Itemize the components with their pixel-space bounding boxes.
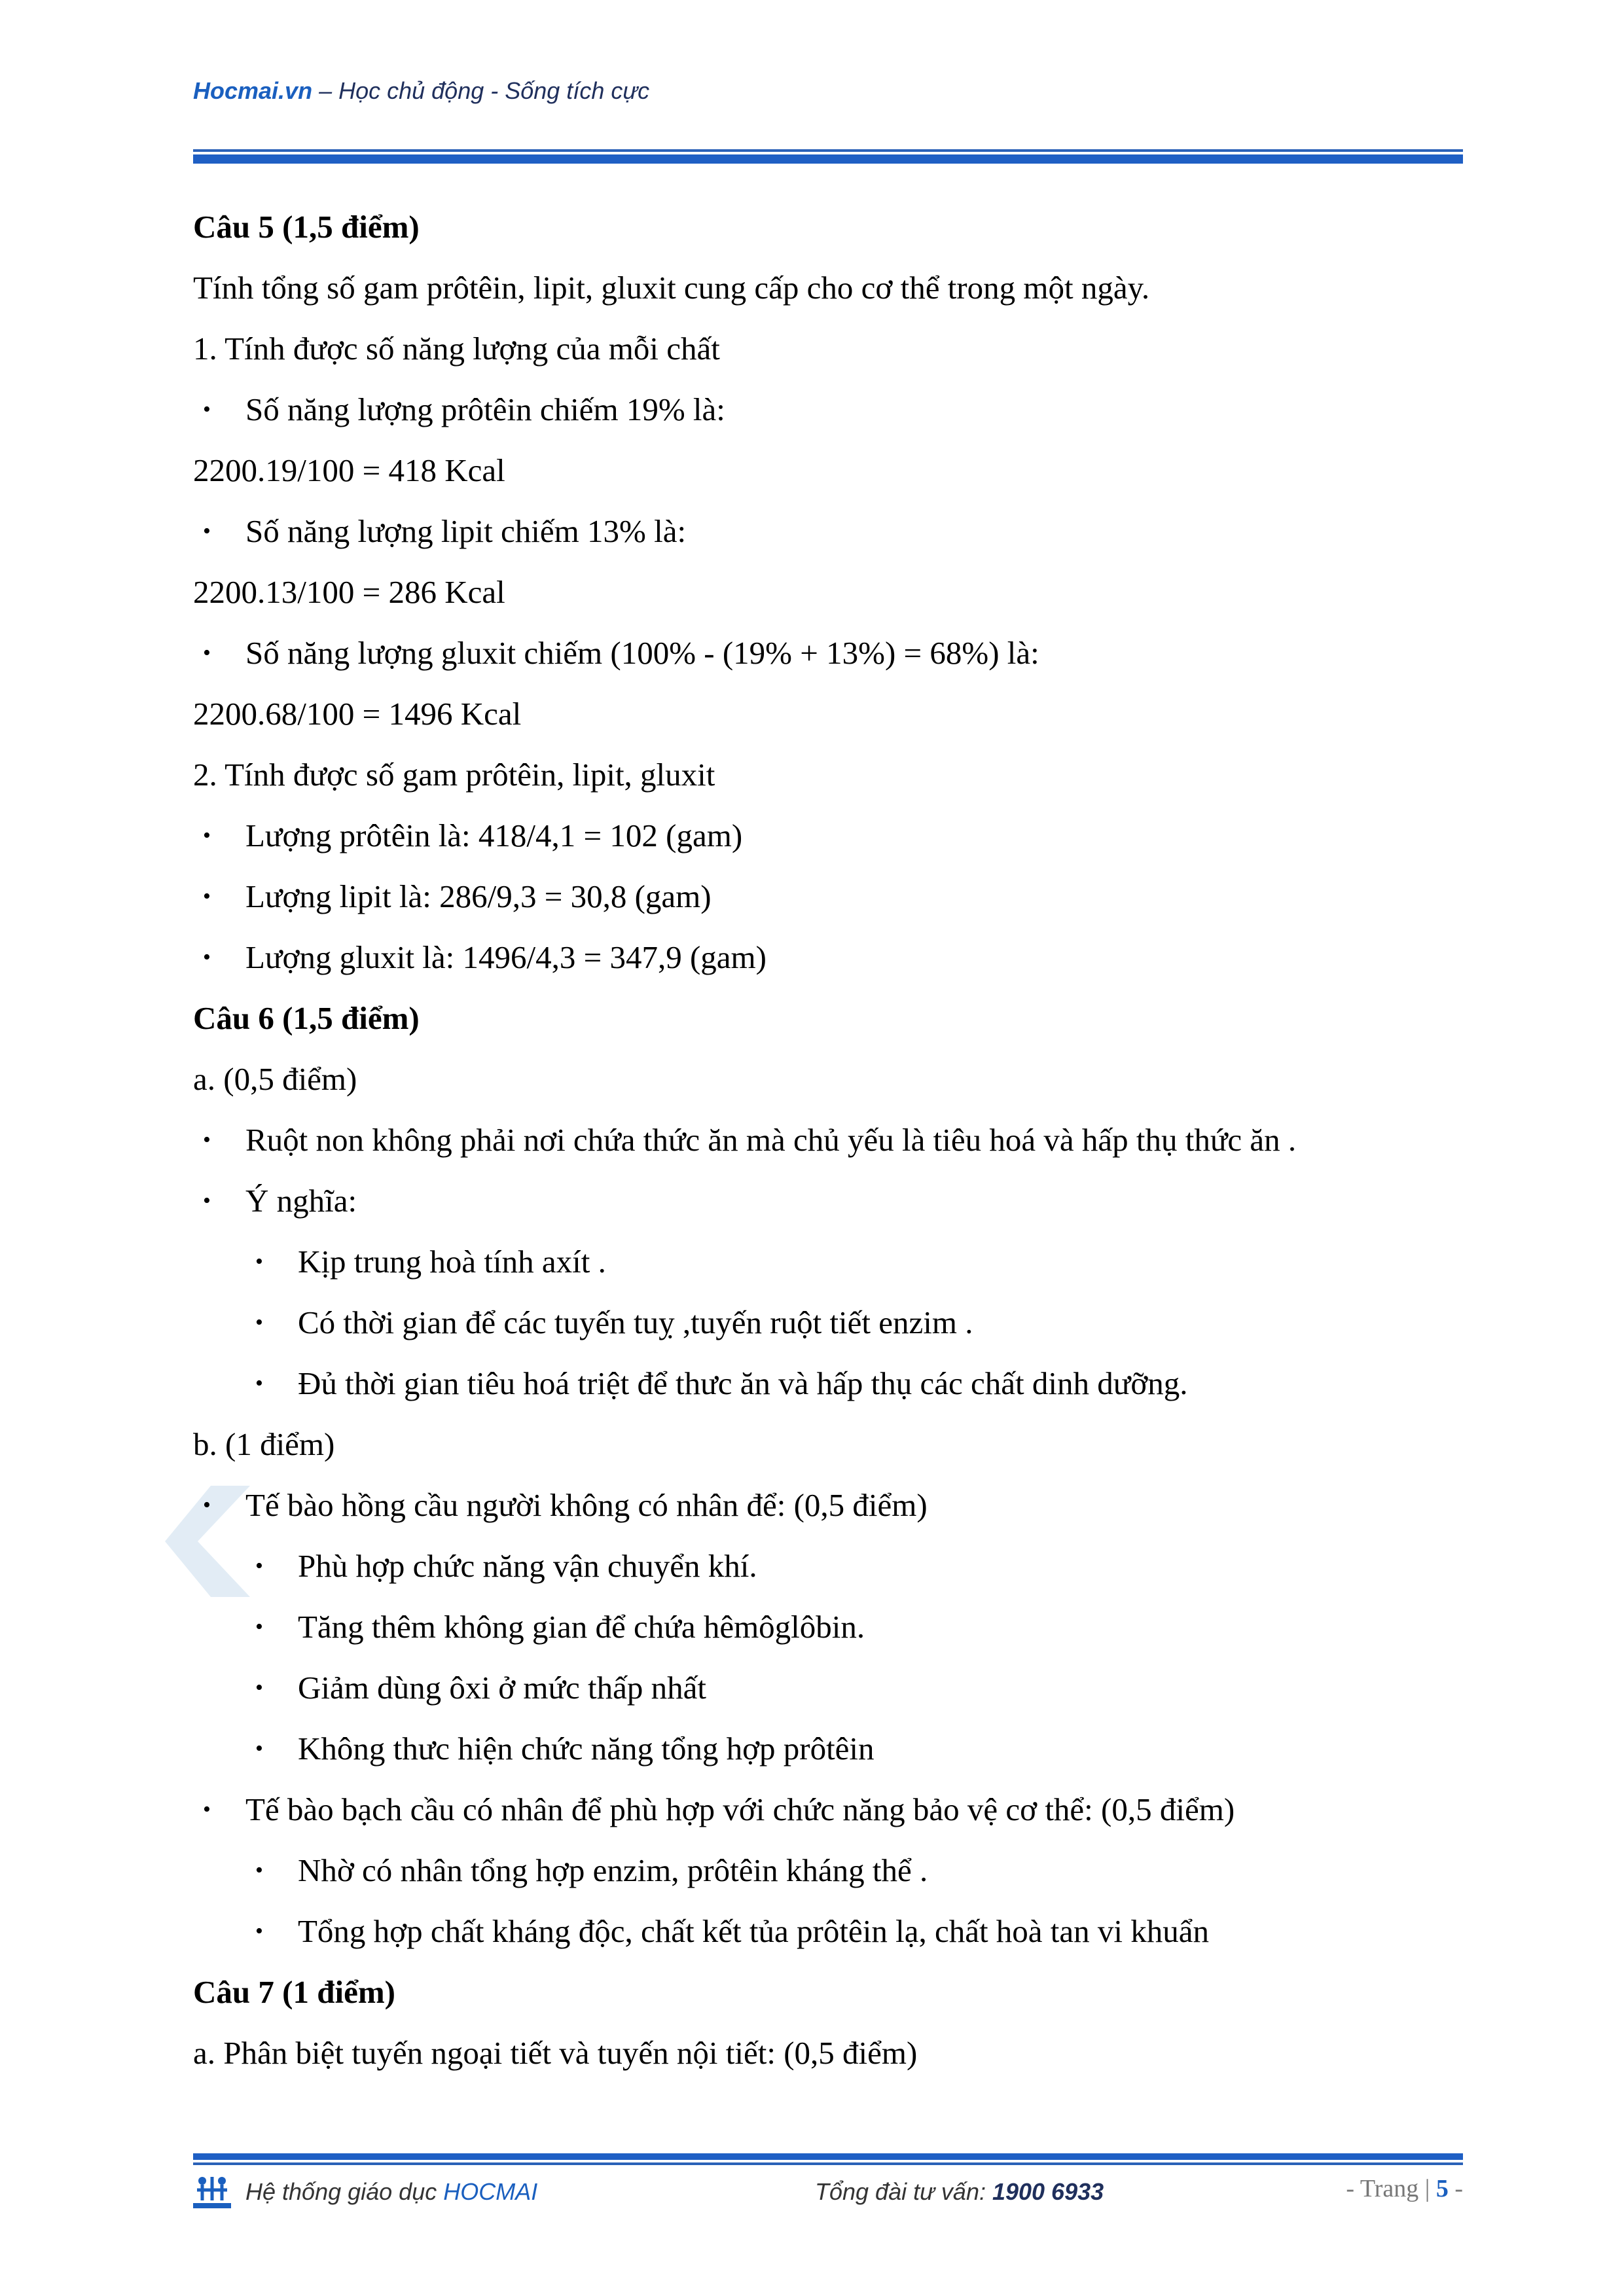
hocmai-logo-icon [193,2174,231,2210]
line-text: Lượng lipit là: 286/9,3 = 30,8 (gam) [245,878,712,914]
bullet-item [193,622,1463,683]
bullet-icon: • [255,1554,263,1578]
bullet-icon: • [203,519,211,543]
sub-bullet-item [193,1840,1463,1901]
sub-bullet-item [193,1353,1463,1414]
paragraph-line [193,683,1463,744]
line-text: Ý nghĩa: [245,1183,357,1219]
sub-bullet-item [193,1596,1463,1657]
bullet-item [193,866,1463,927]
bullet-icon: • [203,641,211,665]
line-text: Câu 6 (1,5 điểm) [193,1000,420,1036]
line-text: Câu 5 (1,5 điểm) [193,209,420,245]
line-text: a. Phân biệt tuyến ngoại tiết và tuyến nội tiết: (0,5 điểm) [193,2035,918,2071]
bullet-item [193,1779,1463,1840]
question-heading [193,196,1463,257]
line-text: Kịp trung hoà tính axít . [298,1244,606,1280]
page-number: - Trang | 5 - [1346,2175,1463,2202]
line-text: Tế bào hồng cầu người không có nhân để: (0,5 điểm) [245,1487,928,1523]
bullet-icon: • [255,1858,263,1882]
question-heading [193,1962,1463,2022]
paragraph-line [193,318,1463,379]
footer-brand: HOCMAI [443,2178,538,2205]
sub-bullet-item [193,1657,1463,1718]
bullet-icon: • [255,1736,263,1761]
line-text: Số năng lượng gluxit chiếm (100% - (19% + 13%) = 68%) là: [245,635,1039,671]
footer-rule [193,2153,1463,2165]
page-footer [193,2172,1463,2217]
line-text: Đủ thời gian tiêu hoá triệt để thưc ăn và hấp thụ các chất dinh dưỡng. [298,1365,1188,1401]
line-text: 2200.19/100 = 418 Kcal [193,452,505,488]
bullet-icon: • [255,1615,263,1639]
line-text: Không thưc hiện chức năng tổng hợp prôtêin [298,1731,875,1767]
bullet-icon: • [255,1310,263,1335]
bullet-icon: • [203,397,211,422]
line-text: Ruột non không phải nơi chứa thức ăn mà chủ yếu là tiêu hoá và hấp thụ thức ăn . [245,1122,1297,1158]
header-rule [193,149,1463,164]
bullet-icon: • [203,945,211,969]
sub-bullet-item [193,1718,1463,1779]
sub-bullet-item [193,1231,1463,1292]
sub-bullet-item [193,1901,1463,1962]
bullet-item [193,379,1463,440]
line-text: Tăng thêm không gian để chứa hêmôglôbin. [298,1609,865,1645]
line-text: a. (0,5 điểm) [193,1061,357,1097]
bullet-item [193,501,1463,562]
header-brand: Hocmai.vn [193,77,313,104]
sub-bullet-item [193,1292,1463,1353]
question-heading [193,988,1463,1049]
footer-system: Hệ thống giáo dục HOCMAI [245,2178,538,2205]
bullet-item [193,805,1463,866]
bullet-icon: • [203,823,211,848]
bullet-icon: • [255,1676,263,1700]
answer-content [193,196,1463,2083]
bullet-icon: • [203,1493,211,1517]
line-text: Phù hợp chức năng vận chuyển khí. [298,1548,757,1584]
bullet-item [193,1170,1463,1231]
paragraph-line [193,2022,1463,2083]
paragraph-line [193,744,1463,805]
line-text: Tổng hợp chất kháng độc, chất kết tủa prôtêin lạ, chất hoà tan vi khuẩn [298,1913,1210,1949]
bullet-icon: • [255,1919,263,1943]
footer-hotline: Tổng đài tư vấn: 1900 6933 [815,2178,1104,2205]
line-text: Giảm dùng ôxi ở mức thấp nhất [298,1670,707,1706]
bullet-item [193,1475,1463,1535]
bullet-item [193,1109,1463,1170]
line-text: Lượng gluxit là: 1496/4,3 = 347,9 (gam) [245,939,767,975]
bullet-icon: • [203,884,211,908]
page-header [193,77,649,105]
line-text: Số năng lượng prôtêin chiếm 19% là: [245,391,725,427]
line-text: 1. Tính được số năng lượng của mỗi chất [193,331,720,367]
line-text: Tính tổng số gam prôtêin, lipit, gluxit cung cấp cho cơ thể trong một ngày. [193,270,1150,306]
line-text: Tế bào bạch cầu có nhân để phù hợp với chức năng bảo vệ cơ thể: (0,5 điểm) [245,1791,1235,1827]
paragraph-line [193,257,1463,318]
sub-bullet-item [193,1535,1463,1596]
line-text: Số năng lượng lipit chiếm 13% là: [245,513,687,549]
line-text: Câu 7 (1 điểm) [193,1974,395,2010]
line-text: Có thời gian để các tuyến tuỵ ,tuyến ruột tiết enzim . [298,1304,973,1340]
bullet-icon: • [255,1371,263,1395]
bullet-icon: • [203,1128,211,1152]
bullet-icon: • [203,1797,211,1821]
bullet-item [193,927,1463,988]
paragraph-line [193,1049,1463,1109]
line-text: 2. Tính được số gam prôtêin, lipit, gluxit [193,757,715,793]
paragraph-line [193,562,1463,622]
line-text: 2200.68/100 = 1496 Kcal [193,696,522,732]
bullet-icon: • [203,1189,211,1213]
paragraph-line [193,440,1463,501]
line-text: 2200.13/100 = 286 Kcal [193,574,505,610]
line-text: Lượng prôtêin là: 418/4,1 = 102 (gam) [245,817,743,853]
hotline-number: 1900 6933 [992,2178,1104,2205]
header-tagline: – Học chủ động - Sống tích cực [312,77,650,104]
line-text: Nhờ có nhân tổng hợp enzim, prôtêin kháng thể . [298,1852,928,1888]
line-text: b. (1 điểm) [193,1426,335,1462]
bullet-icon: • [255,1249,263,1274]
paragraph-line [193,1414,1463,1475]
